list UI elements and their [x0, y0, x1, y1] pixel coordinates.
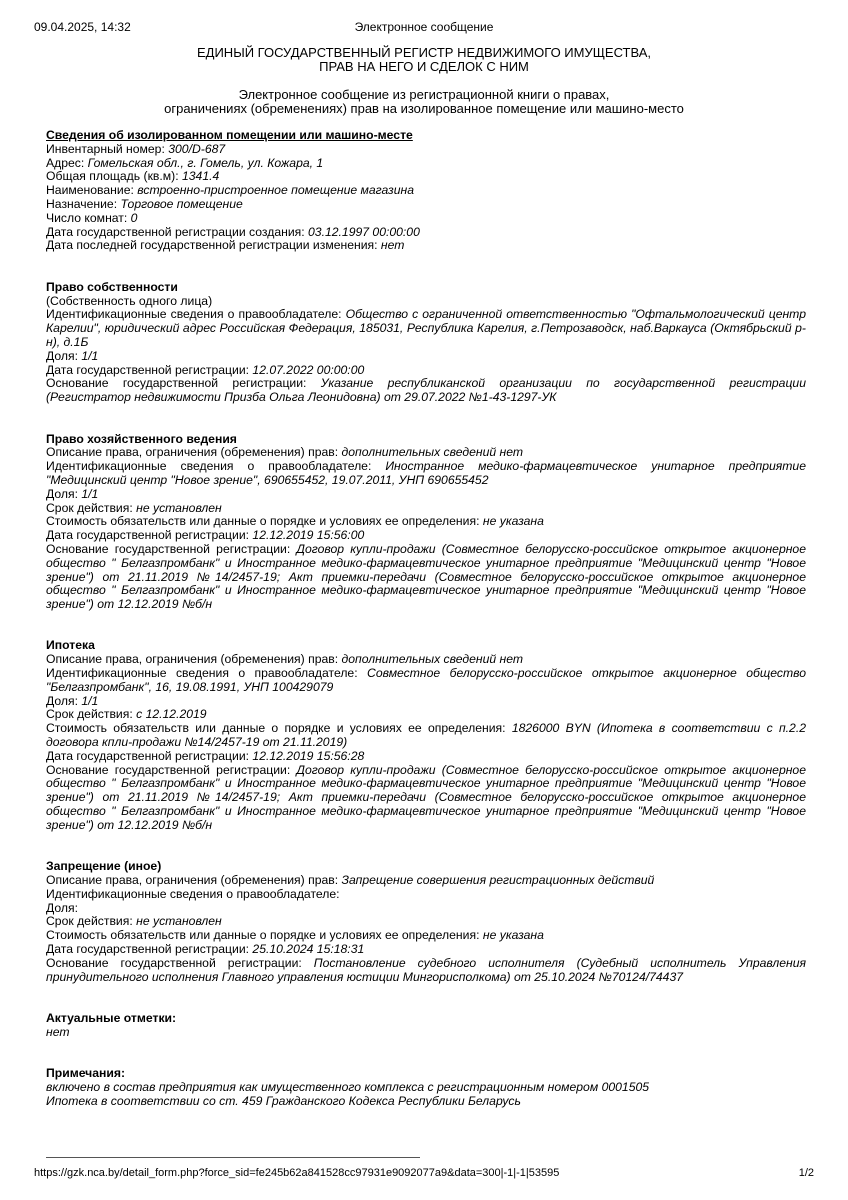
field-label: Число комнат:	[46, 210, 131, 225]
field-value: встроенно-пристроенное помещение магазина	[137, 183, 414, 198]
field-value: 300/D-687	[168, 141, 226, 156]
field-label: Срок действия:	[46, 500, 137, 515]
field-label: Дата государственной регистрации:	[46, 942, 253, 957]
field-row	[46, 943, 806, 957]
field-value: не установлен	[136, 500, 222, 515]
field-row	[46, 170, 806, 184]
field-value: не указана	[482, 514, 544, 529]
current-marks-title: Актуальные отметки:	[46, 1011, 177, 1025]
field-row	[46, 543, 806, 612]
field-value: Гомельская обл., г. Гомель, ул. Кожара, 1	[87, 155, 324, 170]
field-row	[46, 653, 806, 667]
field-label: Срок действия:	[46, 707, 137, 722]
field-value: Договор купли-продажи (Совместное белорусско-российское открытое акционерное общество " Белгазпромбанк" и Иностранное медико-фармацевтическое унитарное предприятие "Медицинский центр "Новое зрение") от 21.11.2019 №14/2457-19; Акт приемки-передачи (Совместное белорусско-российское открытое акционерное общество " Белгазпромбанк" и Иностранное медико-фармацевтическое унитарное предприятие "Медицинский центр "Новое зрение") от 12.12.2019 №б/н	[46, 541, 806, 612]
field-row	[46, 364, 806, 378]
prohibition-section-title: Запрещение (иное)	[46, 859, 162, 874]
field-value: дополнительных сведений нет	[341, 445, 524, 460]
field-row	[46, 764, 806, 833]
field-label: Дата государственной регистрации:	[46, 528, 253, 543]
field-value: 0	[130, 210, 138, 225]
field-row	[46, 488, 806, 502]
message-title	[60, 88, 788, 116]
field-row	[46, 529, 806, 543]
notes-title: Примечания:	[46, 1066, 126, 1081]
field-row	[46, 157, 806, 171]
field-label: Описание права, ограничения (обременения) прав:	[46, 873, 342, 888]
field-label: Назначение:	[46, 196, 121, 211]
page-header	[34, 20, 814, 36]
field-row	[46, 708, 806, 722]
message-title-line-1: Электронное сообщение из регистрационной книги о правах,	[238, 87, 610, 102]
mortgage-section-title: Ипотека	[46, 638, 95, 653]
field-label: Дата последней государственной регистрации изменения:	[46, 238, 381, 253]
field-value: Договор купли-продажи (Совместное белорусско-российское открытое акционерное общество " Белгазпромбанк" и Иностранное медико-фармацевтическое унитарное предприятие "Медицинский центр "Новое зрение") от 21.11.2019 №14/2457-19; Акт приемки-передачи (Совместное белорусско-российское открытое акционерное общество " Белгазпромбанк" и Иностранное медико-фармацевтическое унитарное предприятие "Медицинский центр "Новое зрение") от 12.12.2019 №б/н	[46, 762, 806, 832]
document-content	[46, 129, 806, 1136]
field-label: Дата государственной регистрации:	[46, 362, 253, 377]
field-label: Стоимость обязательств или данные о порядке и условиях ее определения:	[46, 721, 512, 736]
current-marks-section	[46, 1012, 806, 1040]
field-value: 25.10.2024 15:18:31	[252, 942, 365, 957]
field-value: 12.12.2019 15:56:00	[252, 528, 365, 543]
field-label: Идентификационные сведения о правообладателе:	[46, 886, 340, 901]
print-datetime: 09.04.2025, 14:32	[34, 20, 131, 34]
prohibition-fields	[46, 874, 806, 984]
field-label: Идентификационные сведения о правообладателе:	[46, 666, 368, 681]
economic-section-title: Право хозяйственного ведения	[46, 431, 237, 446]
field-label: Идентификационные сведения о правообладателе:	[46, 459, 386, 474]
field-row	[46, 915, 806, 929]
field-row	[46, 888, 806, 902]
field-label: Срок действия:	[46, 914, 137, 929]
ownership-subtitle: (Собственность одного лица)	[46, 293, 213, 308]
field-label: Доля:	[46, 900, 78, 915]
field-row	[46, 722, 806, 750]
field-row	[46, 695, 806, 709]
message-title-line-2: ограничениях (обременениях) прав на изолированное помещение или машино-место	[164, 101, 684, 116]
field-value: Постановление судебного исполнителя (Судебный исполнитель Управления принудительного исполнения Главного управления юстиции Мингорисполкома) от 25.10.2024 №70124/74437	[46, 955, 806, 984]
register-title-line-1: ЕДИНЫЙ ГОСУДАРСТВЕННЫЙ РЕГИСТР НЕДВИЖИМОГО ИМУЩЕСТВА,	[196, 45, 652, 60]
field-row	[46, 750, 806, 764]
field-value: 1826000 BYN (Ипотека в соответствии с п.2.2 договора кпли-продажи №14/2457-19 от 21.11.2019)	[46, 721, 806, 750]
field-label: Основание государственной регистрации:	[46, 376, 321, 391]
doc-type-label: Электронное сообщение	[354, 20, 494, 34]
field-row	[46, 377, 806, 405]
field-label: Дата государственной регистрации:	[46, 748, 253, 763]
economic-fields	[46, 446, 806, 612]
field-label: Идентификационные сведения о правообладателе:	[46, 307, 346, 322]
field-label: Наименование:	[46, 183, 138, 198]
field-value: не установлен	[136, 914, 222, 929]
field-row	[46, 902, 806, 916]
field-value: с 12.12.2019	[136, 707, 207, 722]
field-value: Общество с ограниченной ответственностью "Офтальмологический центр Карелии", юридический адрес Российская Федерация, 185031, Республика Карелия, г.Петрозаводск, наб.Варкауса (Октябрьский р-н), д.1Б	[46, 307, 806, 349]
ownership-fields	[46, 308, 806, 405]
field-value: не указана	[482, 928, 544, 943]
field-label: Дата государственной регистрации создания:	[46, 224, 309, 239]
field-value: 12.12.2019 15:56:28	[252, 748, 365, 763]
field-row	[46, 239, 806, 253]
field-row	[46, 226, 806, 240]
field-value: 1341.4	[182, 169, 220, 184]
field-row	[46, 957, 806, 985]
field-row	[46, 143, 806, 157]
source-url: https://gzk.nca.by/detail_form.php?force_sid=fe245b62a841528cc97931e9092077a9&data=300|-1|-1|53595	[34, 1167, 560, 1179]
field-value: 03.12.1997 00:00:00	[308, 224, 420, 239]
current-marks-value: нет	[46, 1024, 70, 1039]
economic-section	[46, 433, 806, 612]
field-label: Основание государственной регистрации:	[46, 955, 314, 970]
field-label: Описание права, ограничения (обременения) прав:	[46, 652, 342, 667]
field-value: Иностранное медико-фармацевтическое унитарное предприятие "Медицинский центр "Новое зрение", 690655452, 19.07.2011, УНП 690655452	[46, 459, 806, 487]
field-value: 1/1	[81, 693, 99, 708]
field-label: Инвентарный номер:	[46, 141, 169, 156]
property-fields	[46, 143, 806, 253]
ownership-section	[46, 281, 806, 405]
field-value: нет	[380, 238, 405, 253]
note-line-2: Ипотека в соответствии со ст. 459 Гражданского Кодекса Республики Беларусь	[46, 1093, 521, 1108]
footer-divider	[46, 1157, 420, 1158]
field-row	[46, 502, 806, 516]
ownership-section-title: Право собственности	[46, 279, 178, 294]
page-footer	[34, 1167, 814, 1183]
field-value: 12.07.2022 00:00:00	[252, 362, 365, 377]
field-row	[46, 667, 806, 695]
field-value: дополнительных сведений нет	[341, 652, 524, 667]
property-section-title: Сведения об изолированном помещении или машино-месте	[46, 128, 413, 142]
field-value: Торговое помещение	[120, 196, 243, 211]
field-label: Адрес:	[46, 155, 88, 170]
field-value: 1/1	[81, 486, 99, 501]
field-value: 1/1	[81, 348, 99, 363]
field-value: Совместное белорусско-российское открытое акционерное общество "Белгазпромбанк", 16, 19.08.1991, УНП 100429079	[46, 666, 806, 694]
note-line-1: включено в состав предприятия как имущественного комплекса с регистрационным номером 0001505	[46, 1079, 650, 1094]
field-value: Запрещение совершения регистрационных действий	[341, 873, 655, 888]
field-label: Описание права, ограничения (обременения) прав:	[46, 445, 342, 460]
prohibition-section	[46, 860, 806, 984]
register-title	[60, 46, 788, 74]
field-value: Указание республиканской организации по государственной регистрации (Регистратор недвижимости Призба Ольга Леонидовна) от 29.07.2022 №1-43-1297-УК	[46, 376, 806, 405]
field-row	[46, 198, 806, 212]
field-row	[46, 929, 806, 943]
field-label: Доля:	[46, 693, 82, 708]
mortgage-section	[46, 639, 806, 832]
register-title-line-2: ПРАВ НА НЕГО И СДЕЛОК С НИМ	[319, 59, 529, 74]
field-label: Основание государственной регистрации:	[46, 541, 297, 556]
mortgage-fields	[46, 653, 806, 832]
notes-section	[46, 1067, 806, 1108]
field-row	[46, 212, 806, 226]
field-label: Стоимость обязательств или данные о порядке и условиях ее определения:	[46, 514, 483, 529]
field-label: Стоимость обязательств или данные о порядке и условиях ее определения:	[46, 928, 483, 943]
field-row	[46, 308, 806, 349]
field-row	[46, 184, 806, 198]
field-label: Основание государственной регистрации:	[46, 762, 297, 777]
field-row	[46, 350, 806, 364]
property-section	[46, 129, 806, 253]
field-label: Доля:	[46, 348, 82, 363]
field-label: Доля:	[46, 486, 82, 501]
page-number: 1/2	[798, 1167, 814, 1179]
field-row	[46, 446, 806, 460]
field-label: Общая площадь (кв.м):	[46, 169, 182, 184]
field-row	[46, 874, 806, 888]
field-row	[46, 515, 806, 529]
field-row	[46, 460, 806, 488]
